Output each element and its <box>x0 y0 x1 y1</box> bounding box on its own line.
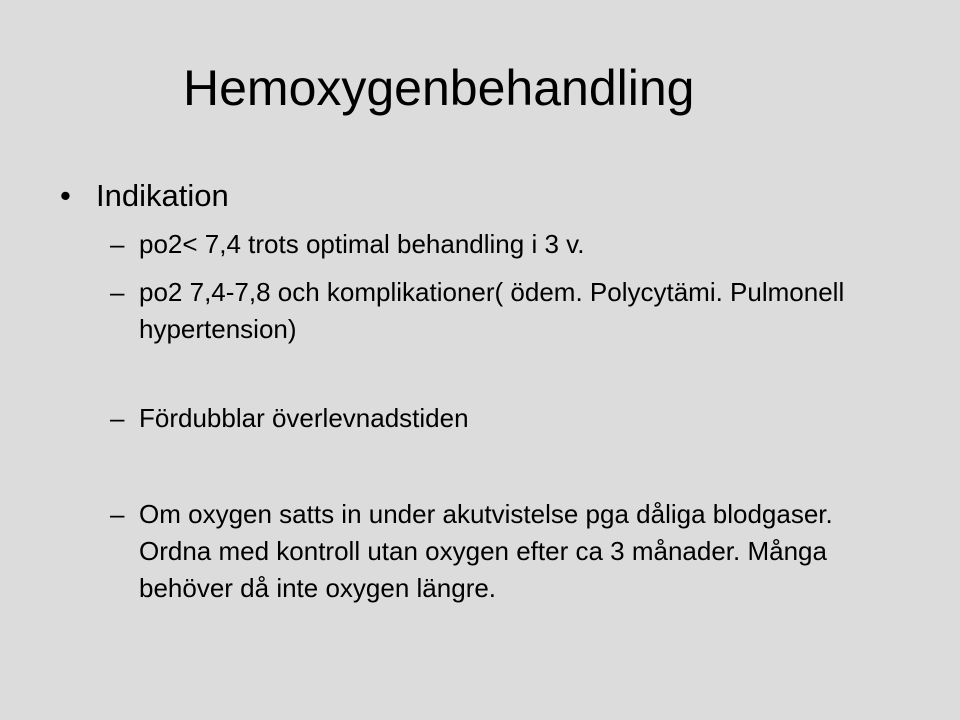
dash-icon: – <box>110 229 125 259</box>
dash-icon: – <box>110 277 125 307</box>
dash-icon: – <box>110 499 125 529</box>
slide-title: Hemoxygenbehandling <box>183 60 695 116</box>
dash-icon: – <box>110 403 125 433</box>
sub-item-po2-criterion <box>110 226 930 263</box>
sub-item-text: Fördubblar överlevnadstiden <box>139 403 469 433</box>
sub-item-survival <box>110 400 930 437</box>
sub-item-text: po2 7,4-7,8 och komplikationer( ödem. Polycytämi. Pulmonell hypertension) <box>139 277 845 344</box>
bullet-text: Indikation <box>96 178 229 213</box>
bullet-dot-icon: • <box>60 178 71 213</box>
sub-item-complications <box>110 274 870 348</box>
sub-item-text: Om oxygen satts in under akutvistelse pga dåliga blodgaser. Ordna med kontroll utan oxygen efter ca 3 månader. Många behöver då inte oxygen längre. <box>139 499 833 603</box>
sub-item-text: po2< 7,4 trots optimal behandling i 3 v. <box>139 229 585 259</box>
sub-item-followup <box>110 496 910 607</box>
